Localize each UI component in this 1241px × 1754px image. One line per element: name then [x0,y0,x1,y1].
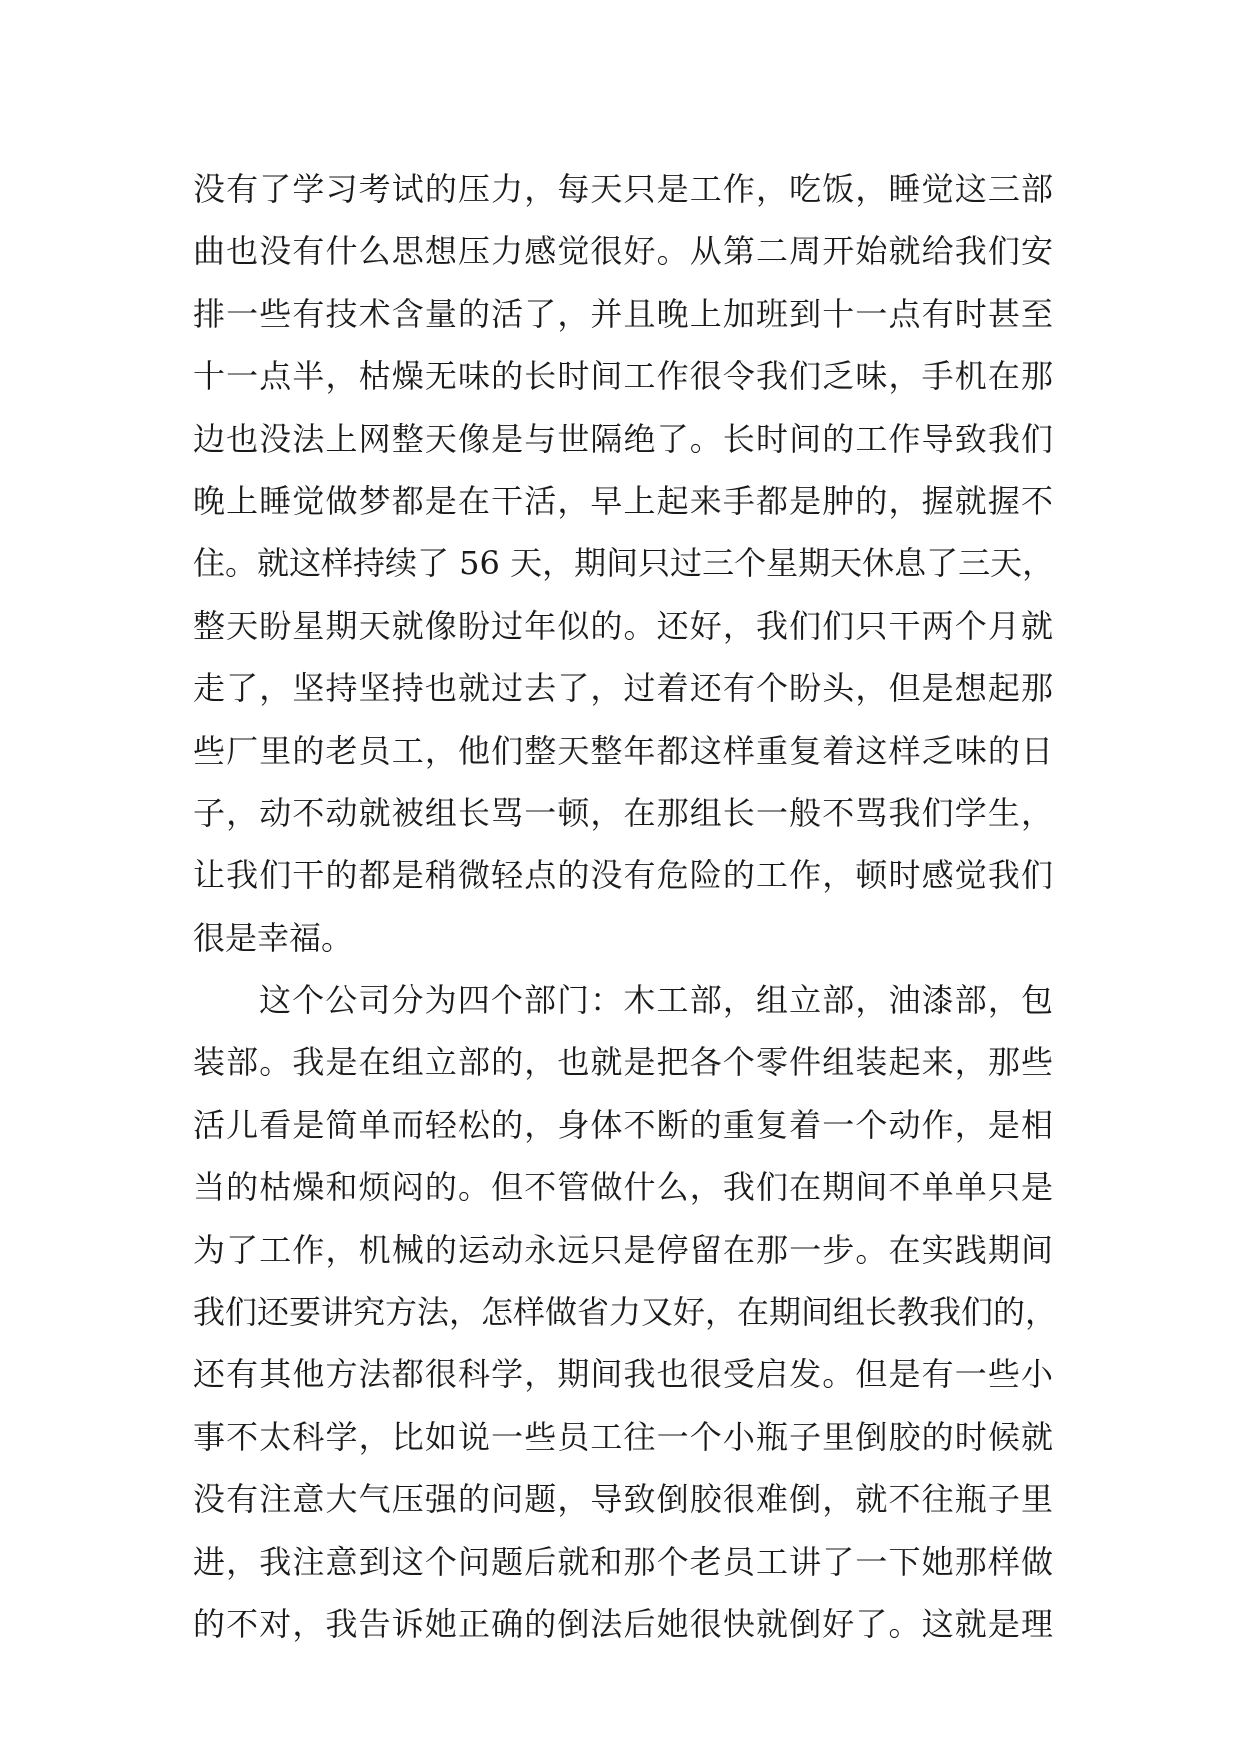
text-line: 还有其他方法都很科学，期间我也很受启发。但是有一些小 [193,1355,1053,1394]
text-line: 子，动不动就被组长骂一顿，在那组长一般不骂我们学生， [193,793,1053,832]
text-line: 没有了学习考试的压力，每天只是工作，吃饭，睡觉这三部 [193,170,1053,208]
text-line: 进，我注意到这个问题后就和那个老员工讲了一下她那样做 [193,1542,1053,1581]
text-line: 曲也没有什么思想压力感觉很好。从第二周开始就给我们安 [193,232,1053,271]
text-line: 很是幸福。 [193,918,354,957]
text-line: 为了工作，机械的运动永远只是停留在那一步。在实践期间 [193,1230,1053,1269]
text-line: 这个公司分为四个部门：木工部，组立部，油漆部，包 [259,981,1053,1020]
text-line: 十一点半，枯燥无味的长时间工作很令我们乏味，手机在那 [193,357,1053,396]
text-line: 晚上睡觉做梦都是在干活，早上起来手都是肿的，握就握不 [193,481,1053,520]
body-text [193,158,1058,1655]
text-line: 让我们干的都是稍微轻点的没有危险的工作，顿时感觉我们 [193,856,1053,895]
text-line: 活儿看是简单而轻松的，身体不断的重复着一个动作，是相 [193,1105,1053,1144]
text-line: 事不太科学，比如说一些员工往一个小瓶子里倒胶的时候就 [193,1417,1053,1456]
text-line: 住。就这样持续了 56 天，期间只过三个星期天休息了三天， [193,544,1055,583]
text-line: 装部。我是在组立部的，也就是把各个零件组装起来，那些 [193,1043,1053,1082]
paragraph-2 [193,969,1058,1655]
paragraph-1 [193,158,1053,969]
text-line: 当的枯燥和烦闷的。但不管做什么，我们在期间不单单只是 [193,1168,1053,1207]
text-line: 走了，坚持坚持也就过去了，过着还有个盼头，但是想起那 [193,669,1053,708]
text-line: 我们还要讲究方法，怎样做省力又好，在期间组长教我们的， [193,1293,1058,1332]
text-line: 边也没法上网整天像是与世隔绝了。长时间的工作导致我们 [193,419,1053,458]
text-line: 些厂里的老员工，他们整天整年都这样重复着这样乏味的日 [193,731,1053,770]
text-line: 整天盼星期天就像盼过年似的。还好，我们们只干两个月就 [193,606,1053,645]
text-line: 排一些有技术含量的活了，并且晚上加班到十一点有时甚至 [193,294,1053,333]
text-line: 没有注意大气压强的问题，导致倒胶很难倒，就不往瓶子里 [193,1480,1053,1519]
text-line: 的不对，我告诉她正确的倒法后她很快就倒好了。这就是理 [193,1604,1053,1643]
